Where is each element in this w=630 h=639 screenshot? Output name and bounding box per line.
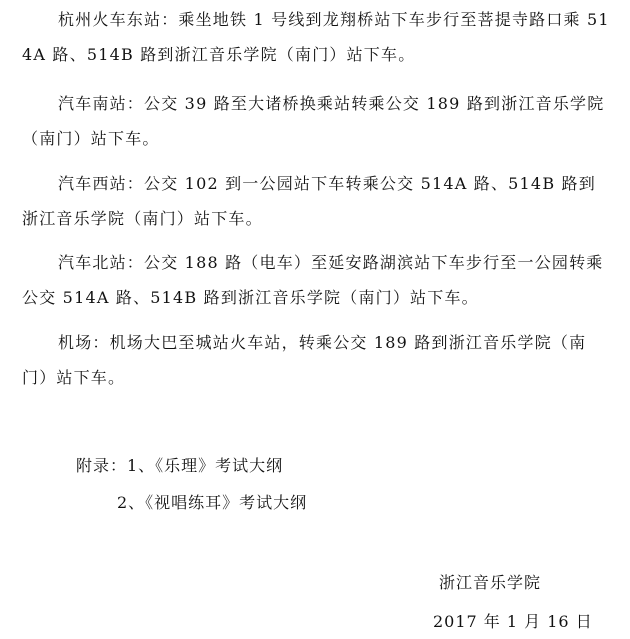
issuer-signature: 浙江音乐学院 bbox=[439, 573, 542, 592]
directions-from-hangzhou-east-station: 杭州火车东站：乘坐地铁 1 号线到龙翔桥站下车步行至菩提寺路口乘 514A 路、514B 路到浙江音乐学院（南门）站下车。 bbox=[22, 10, 610, 64]
appendix-item-music-theory: 附录：1、《乐理》考试大纲 bbox=[76, 456, 284, 475]
issue-date: 2017 年 1 月 16 日 bbox=[433, 612, 593, 631]
directions-from-airport: 机场：机场大巴至城站火车站，转乘公交 189 路到浙江音乐学院（南门）站下车。 bbox=[22, 333, 587, 387]
directions-from-west-bus-station: 汽车西站：公交 102 到一公园站下车转乘公交 514A 路、514B 路到浙江音乐学院（南门）站下车。 bbox=[22, 174, 596, 228]
directions-from-south-bus-station: 汽车南站：公交 39 路至大诸桥换乘站转乘公交 189 路到浙江音乐学院（南门）站下车。 bbox=[22, 94, 605, 148]
directions-from-north-bus-station: 汽车北站：公交 188 路（电车）至延安路湖滨站下车步行至一公园转乘公交 514A 路、514B 路到浙江音乐学院（南门）站下车。 bbox=[22, 253, 604, 307]
appendix-item-sight-singing: 2、《视唱练耳》考试大纲 bbox=[117, 493, 308, 512]
